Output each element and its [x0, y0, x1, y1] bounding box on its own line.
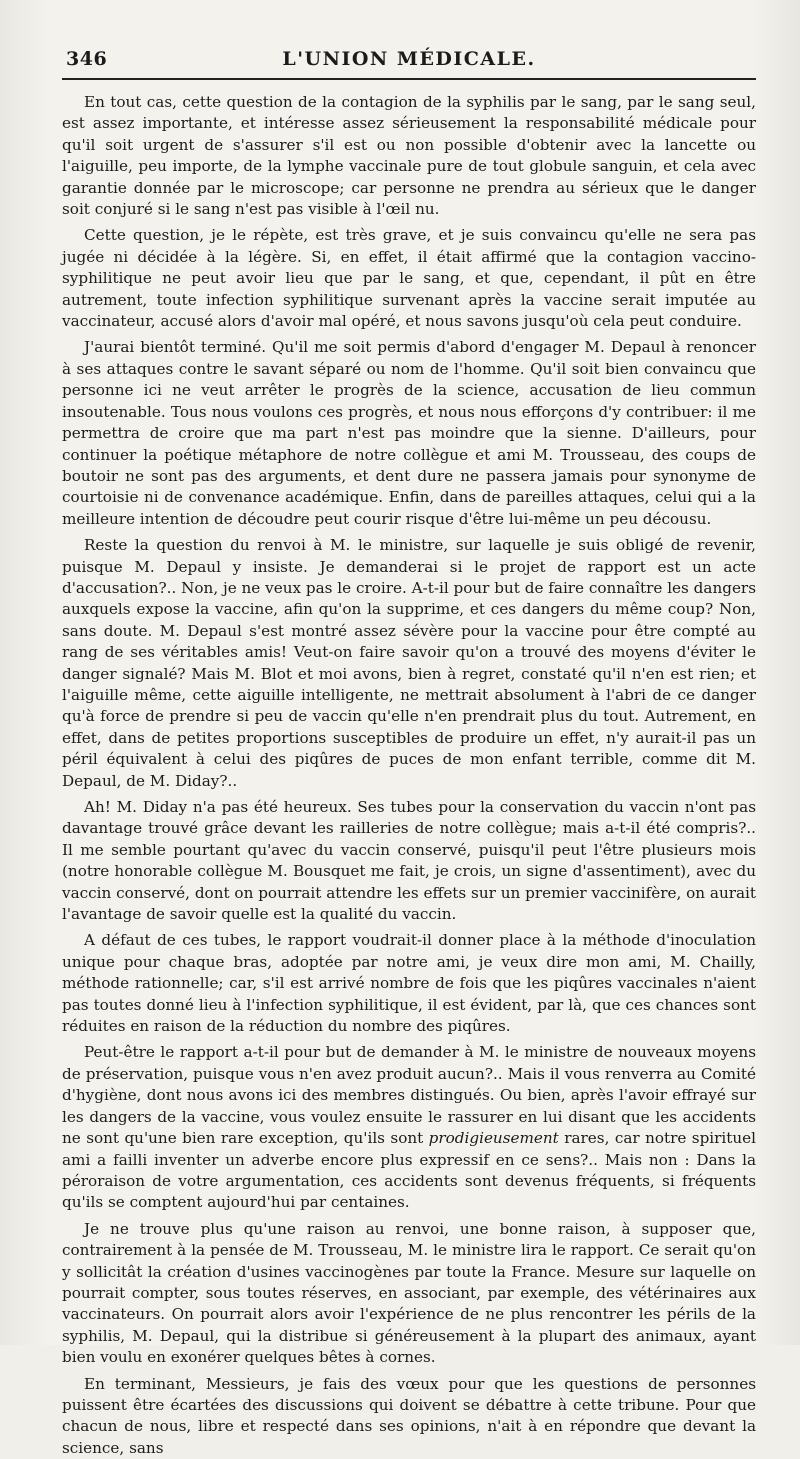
- paragraph: Je ne trouve plus qu'une raison au renvoi, une bonne raison, à supposer que, contrairement à la pensée de M. Trousseau, M. le ministre lira le rapport. Ce serait qu'on y sollicitât la création d'usines vaccinogènes par toute la France. Mesure sur laquelle on pourrait compter, sous toutes réserves, en associant, par exemple, des vétérinaires aux vaccinateurs. On pourrait alors avoir l'expérience de ne plus rencontrer les périls de la syphilis, M. Depaul, qui la distribue si généreusement à la plupart des animaux, ayant bien voulu en exonérer quelques bêtes à cornes.: [62, 1219, 756, 1367]
- page-number: 346: [66, 48, 108, 70]
- paragraph: En tout cas, cette question de la contagion de la syphilis par le sang, par le sang seul, est assez importante, et intéresse assez sérieusement la responsabilité médicale pour qu'il soit urgent de s'assurer s'il est ou non possible d'obtenir avec la lancette ou l'aiguille, peu importe, de la lymphe vaccinale pure de tout globule sanguin, et cela avec garantie donnée par le microscope; car personne ne prendra au sérieux que le danger soit conjuré si le sang n'est pas visible à l'œil nu.: [62, 93, 756, 219]
- paragraph: J'aurai bientôt terminé. Qu'il me soit permis d'abord d'engager M. Depaul à renoncer à ses attaques contre le savant séparé ou nom de l'homme. Qu'il soit bien convaincu que personne ici ne veut arrêter le progrès de la science, accusation de lieu commun insoutenable. Tous nous voulons ces progrès, et nous nous efforçons d'y contribuer: il me permettra de croire que ma part n'est pas moindre que la sienne. D'ailleurs, pour continuer la poétique métaphore de notre collègue et ami M. Trousseau, des coups de boutoir ne sont pas des arguments, et dent dure ne passera jamais pour synonyme de courtoisie ni de convenance académique. Enfin, dans de pareilles attaques, celui qui a la meilleure intention de découdre peut courir risque d'être lui-même un peu décousu.: [62, 338, 756, 528]
- paragraph: En terminant, Messieurs, je fais des vœux pour que les questions de personnes puissent être écartées des discussions qui doivent se débattre à cette tribune. Pour que chacun de nous, libre et respecté dans ses opinions, n'ait à en répondre que devant la science, sans: [62, 1374, 756, 1457]
- running-title: L'UNION MÉDICALE.: [282, 48, 536, 70]
- paragraph: Reste la question du renvoi à M. le ministre, sur laquelle je suis obligé de revenir, puisque M. Depaul y insiste. Je demanderai si le projet de rapport est un acte d'accusation?.. Non, je ne veux pas le croire. A-t-il pour but de faire connaître les dangers auxquels expose la vaccine, afin qu'on la supprime, et ces dangers du même coup? Non, sans doute. M. Depaul s'est montré assez sévère pour la vaccine pour être compté au rang de ses véritables amis! Veut-on faire savoir qu'on a trouvé des moyens d'éviter le danger signalé? Mais M. Blot et moi avons, bien à regret, constaté qu'il n'en est rien; et l'aiguille même, cette aiguille intelligente, ne mettrait absolument à l'abri de ce danger qu'à force de prendre si peu de vaccin qu'elle n'en prendrait plus du tout. Autrement, en effet, dans de petites proportions susceptibles de produire un effet, n'y aurait-il pas un péril équivalent à celui des piqûres de puces de mon enfant terrible, comme dit M. Depaul, de M. Diday?..: [62, 536, 756, 790]
- text-segment: rares, car notre spirituel ami a failli inventer un adverbe encore plus expressif en ce sens?.. Mais non : Dans la péroraison de votre argumentation, ces accidents sont devenus fréquents, si fréquents qu'ils se comptent aujourd'hui par centaines.: [62, 1129, 756, 1212]
- header-rule: [62, 78, 756, 80]
- paragraph: Cette question, je le répète, est très grave, et je suis convaincu qu'elle ne sera pas jugée ni décidée à la légère. Si, en effet, il était affirmé que la contagion vaccino-syphilitique ne peut avoir lieu que par le sang, et que, cependant, il pût en être autrement, toute infection syphilitique survenant après la vaccine serait imputée au vaccinateur, accusé alors d'avoir mal opéré, et nous savons jusqu'où cela peut conduire.: [62, 226, 756, 331]
- page-header: [62, 40, 756, 74]
- article-body: [62, 92, 756, 1459]
- paragraph: [62, 1042, 756, 1213]
- paragraph: A défaut de ces tubes, le rapport voudrait-il donner place à la méthode d'inoculation unique pour chaque bras, adoptée par notre ami, je veux dire mon ami, M. Chailly, méthode rationnelle; car, s'il est arrivé nombre de fois que les piqûres vaccinales n'aient pas toutes donné lieu à l'infection syphilitique, il est évident, par là, que ces chances sont réduites en raison de la réduction du nombre des piqûres.: [62, 931, 756, 1036]
- italic-text: prodigieusement: [428, 1129, 559, 1148]
- text-segment: Peut-être le rapport a-t-il pour but de demander à M. le ministre de nouveaux moyens de préservation, puisque vous n'en avez produit aucun?.. Mais il vous renverra au Comité d'hygiène, dont nous avons ici des membres distingués. Ou bien, après l'avoir effrayé sur les dangers de la vaccine, vous voulez ensuite le rassurer en lui disant que les accidents ne sont qu'une bien rare exception, qu'ils sont: [62, 1043, 756, 1148]
- paragraph: Ah! M. Diday n'a pas été heureux. Ses tubes pour la conservation du vaccin n'ont pas davantage trouvé grâce devant les railleries de notre collègue; mais a-t-il été compris?.. Il me semble pourtant qu'avec du vaccin conservé, puisqu'il peut l'être plusieurs mois (notre honorable collègue M. Bousquet me fait, je crois, un signe d'assentiment), avec du vaccin conservé, dont on pourrait attendre les effets sur un premier vaccinifère, on aurait l'avantage de savoir quelle est la qualité du vaccin.: [62, 798, 756, 924]
